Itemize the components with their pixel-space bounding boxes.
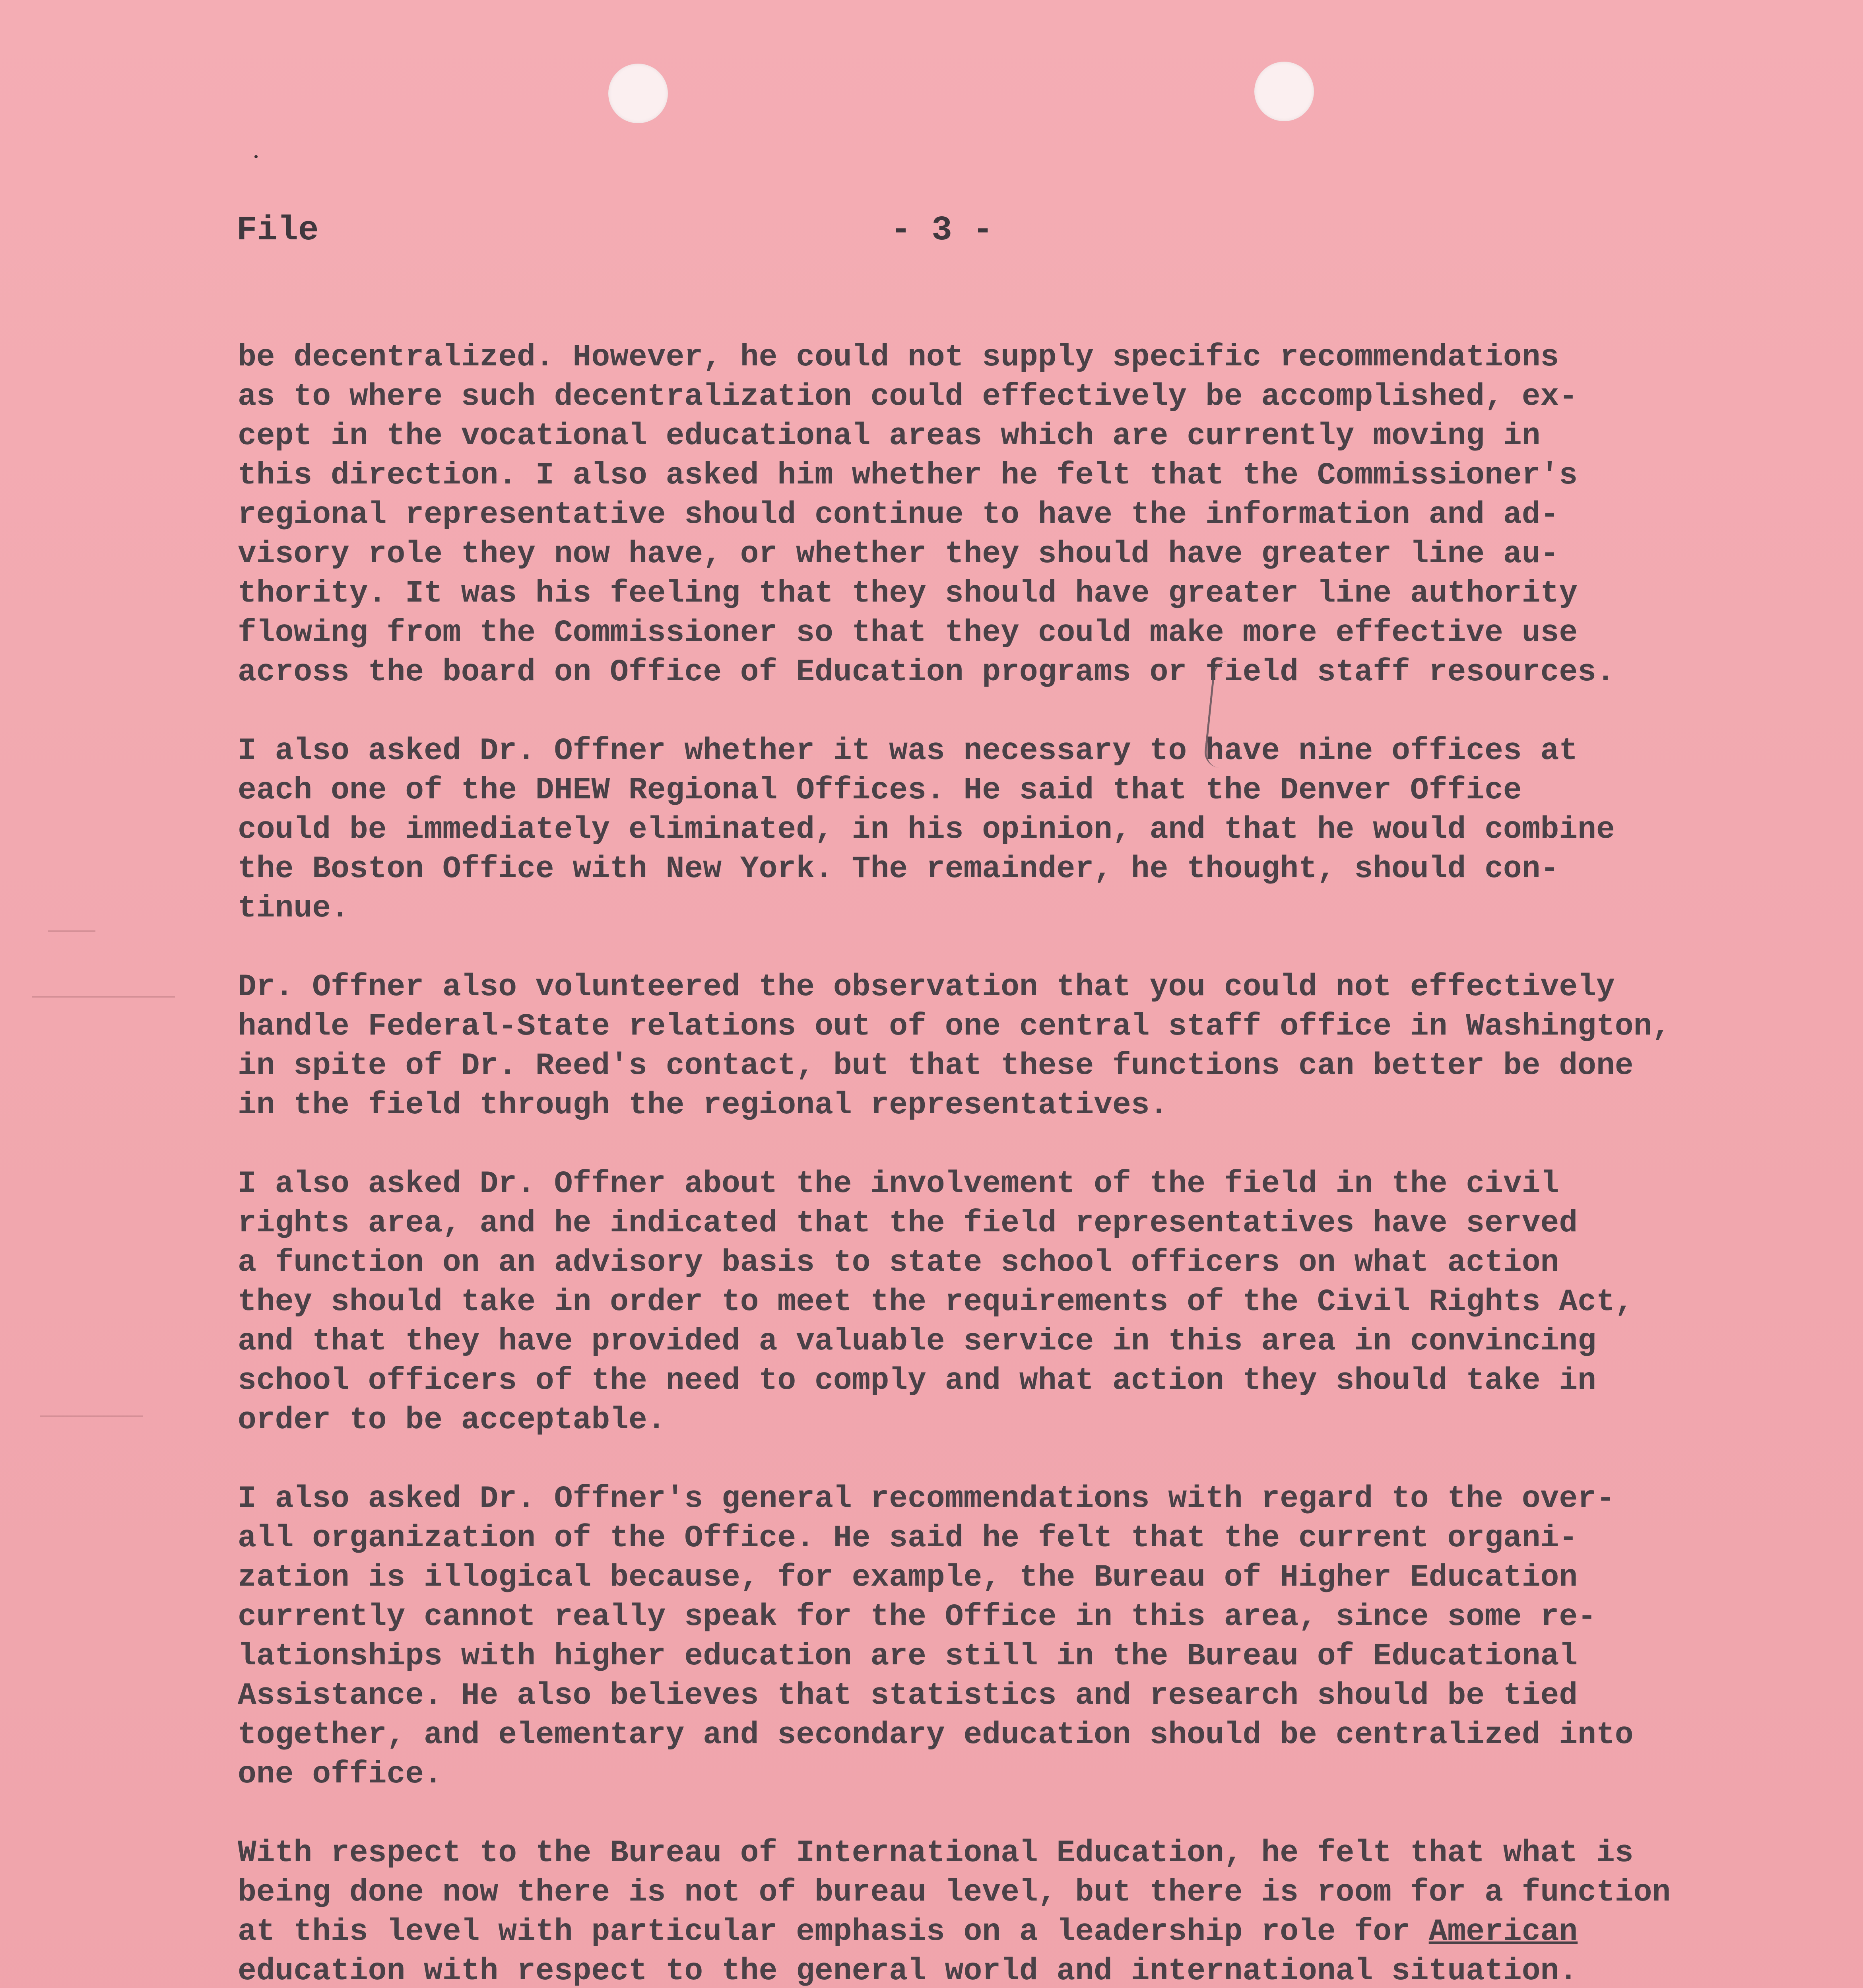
punch-hole-left [608,64,668,123]
margin-mark [32,996,175,998]
margin-mark [40,1415,143,1417]
paragraph-6 [238,1834,1788,1988]
memo-body [238,338,1788,1988]
paper-speck [254,155,258,158]
paragraph-6-after: education with respect to the general world and international situation. [238,1954,1578,1988]
punch-hole-right [1254,62,1314,121]
paragraph-4: I also asked Dr. Offner about the involvement of the field in the civil rights area, and he indicated that the field representatives have served a function on an advisory basis to state school officers on what action they should take in order to meet the requirements of the Civil Rights Act, and that they have provided a valuable service in this area in convincing school officers of the need to comply and what action they should take in order to be acceptable. [238,1167,1634,1438]
paragraph-3: Dr. Offner also volunteered the observation that you could not effectively handle Federal-State relations out of one central staff office in Washington, in spite of Dr. Reed's contact, but that these functions can better be done in the field through the regional representatives. [238,970,1671,1123]
paragraph-6-before: With respect to the Bureau of International Education, he felt that what is being done now there is not of bureau level, but there is room for a function at this level with particular emphasis on a leadership role for [238,1836,1671,1949]
paragraph-1: be decentralized. However, he could not supply specific recommendations as to where such decentralization could effectively be accomplished, ex- cept in the vocational educational areas which are currently moving in this direction. I also asked him whether he felt that the Commissioner's regional representative should continue to have the information and ad- visory role they now have, or whether they should have greater line au- thority. It was his feeling that they should have greater line authority flowing from the Commissioner so that they could make more effective use across the board on Office of Education programs or field staff resources. [238,340,1615,690]
paragraph-5: I also asked Dr. Offner's general recommendations with regard to the over- all organization of the Office. He said he felt that the current organi- zation is illogical because, for example, the Bureau of Higher Education currently cannot really speak for the Office in this area, since some re- lationships with higher education are still in the Bureau of Educational Assistance. He also believes that statistics and research should be tied together, and elementary and secondary education should be centralized into one office. [238,1481,1634,1792]
header-file-label: File [237,211,319,250]
paragraph-2: I also asked Dr. Offner whether it was necessary to have nine offices at each one of the DHEW Regional Offices. He said that the Denver Office could be immediately eliminated, in his opinion, and that he would combine the Boston Office with New York. The remainder, he thought, should con- tinue. [238,734,1615,926]
margin-mark [48,930,95,932]
underlined-word: American [1428,1914,1578,1949]
page-number: - 3 - [891,211,994,250]
